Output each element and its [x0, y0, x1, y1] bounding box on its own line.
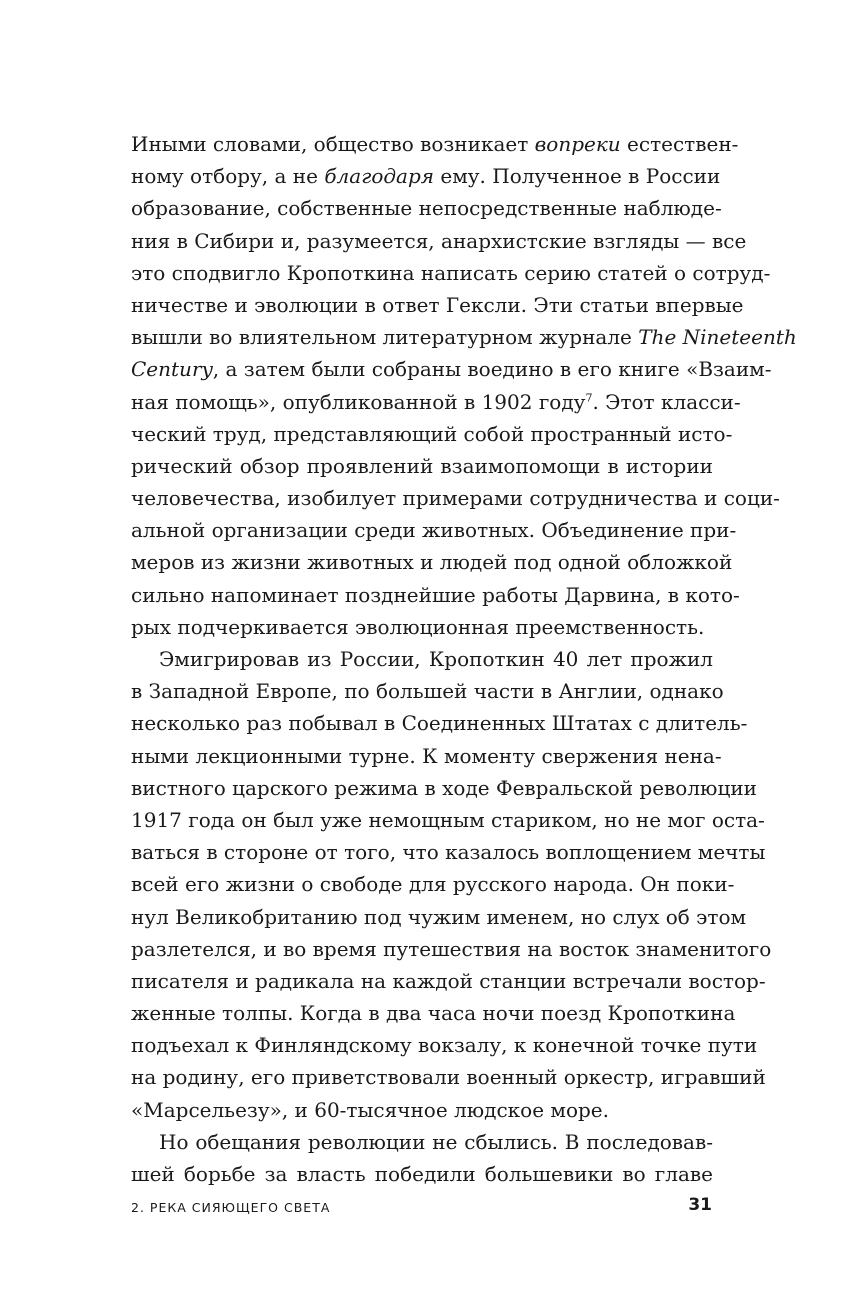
text-line	[131, 707, 748, 739]
text-segment: шей борьбе за власть победили большевики во главе	[131, 1162, 713, 1186]
text-segment: разлетелся, и во время путешествия на восток знаменитого	[131, 936, 772, 961]
text-line	[131, 1094, 713, 1126]
text-line	[131, 579, 740, 611]
text-segment: в Западной Европе, по большей части в Англии, однако	[131, 679, 724, 704]
text-segment: образование, собственные непосредственные наблюде-	[131, 196, 722, 221]
running-footer-chapter-title: 2. РЕКА СИЯЮЩЕГО СВЕТА	[131, 1200, 331, 1215]
text-segment: вышли во влиятельном литературном журнале	[131, 325, 639, 350]
text-line	[131, 1029, 758, 1061]
italic-text-segment: вопреки	[534, 132, 621, 156]
text-line	[131, 482, 780, 514]
text-segment: ными лекционными турне. К моменту свержения нена-	[131, 743, 722, 768]
page-number: 31	[688, 1195, 712, 1215]
text-segment: ческий труд, представляющий собой пространный исто-	[131, 421, 733, 446]
text-line	[131, 257, 771, 289]
text-line	[131, 772, 757, 804]
text-segment: ная помощь», опубликованной в 1902 году	[131, 389, 586, 414]
text-line	[131, 1061, 766, 1093]
text-line	[131, 289, 744, 321]
text-line	[131, 386, 741, 418]
text-segment: всей его жизни о свободе для русского народа. Он поки-	[131, 872, 735, 897]
text-segment: рический обзор проявлений взаимопомощи в истории	[131, 453, 713, 478]
text-line	[131, 965, 766, 997]
footnote-marker[interactable]: 7	[585, 390, 593, 404]
text-line	[131, 675, 724, 707]
text-segment: на родину, его приветствовали военный оркестр, игравший	[131, 1065, 766, 1090]
text-segment: естествен-	[620, 132, 739, 156]
text-line	[131, 901, 747, 933]
text-segment: несколько раз побывал в Соединенных Штатах с длитель-	[131, 711, 748, 736]
text-segment: . Этот класси-	[592, 389, 741, 414]
text-line	[131, 933, 772, 965]
text-segment: человечества, изобилует примерами сотрудничества и соци-	[131, 486, 780, 511]
text-segment: «Марсельезу», и 60-тысячное людское море.	[131, 1097, 609, 1122]
text-line	[131, 546, 733, 578]
text-line	[131, 514, 737, 546]
text-line	[131, 611, 713, 643]
text-line	[131, 353, 772, 385]
text-segment: ному отбору, а не	[131, 164, 325, 189]
text-segment: рых подчеркивается эволюционная преемственность.	[131, 614, 705, 639]
text-segment: Эмигрировав из России, Кропоткин 40 лет прожил	[159, 647, 713, 671]
italic-text-segment: The Nineteenth	[638, 325, 797, 350]
text-line	[131, 643, 713, 675]
text-segment: ничестве и эволюции в ответ Гексли. Эти статьи впервые	[131, 292, 744, 317]
text-segment: альной организации среди животных. Объединение при-	[131, 518, 737, 543]
text-line	[131, 1126, 713, 1158]
text-line	[131, 128, 739, 160]
text-segment: Но обещания революции не сбылись. В последовав-	[159, 1129, 713, 1154]
text-line	[131, 804, 765, 836]
text-segment: подъехал к Финляндскому вокзалу, к конечной точке пути	[131, 1033, 758, 1058]
text-line	[131, 450, 713, 482]
text-segment: нул Великобританию под чужим именем, но слух об этом	[131, 904, 747, 929]
text-segment: Иными словами, общество возникает	[131, 132, 535, 156]
text-segment: ваться в стороне от того, что казалось воплощением мечты	[131, 840, 766, 865]
italic-text-segment: благодаря	[324, 164, 435, 189]
text-segment: сильно напоминает позднейшие работы Дарвина, в кото-	[131, 582, 740, 607]
text-segment: ему. Полученное в России	[434, 164, 721, 189]
text-line	[131, 1158, 713, 1190]
text-segment: ния в Сибири и, разумеется, анархистские взгляды — все	[131, 228, 747, 253]
text-line	[131, 868, 735, 900]
body-text	[131, 128, 797, 1190]
text-segment: меров из жизни животных и людей под одной обложкой	[131, 550, 733, 575]
text-segment: это сподвигло Кропоткина написать серию статей о сотруд-	[131, 260, 771, 285]
text-segment: писателя и радикала на каждой станции встречали востор-	[131, 968, 766, 993]
text-line	[131, 418, 733, 450]
text-line	[131, 225, 747, 257]
text-line	[131, 321, 797, 353]
text-line	[131, 740, 722, 772]
text-line	[131, 160, 721, 192]
text-line	[131, 836, 766, 868]
text-segment: женные толпы. Когда в два часа ночи поезд Кропоткина	[131, 1001, 736, 1026]
italic-text-segment: Century	[131, 357, 213, 382]
text-segment: вистного царского режима в ходе Февральской революции	[131, 775, 757, 800]
text-line	[131, 997, 736, 1029]
text-segment: , а затем были собраны воедино в его книге «Взаим-	[212, 357, 772, 382]
text-segment: 1917 года он был уже немощным стариком, но не мог оста-	[131, 807, 765, 832]
text-line	[131, 192, 722, 224]
